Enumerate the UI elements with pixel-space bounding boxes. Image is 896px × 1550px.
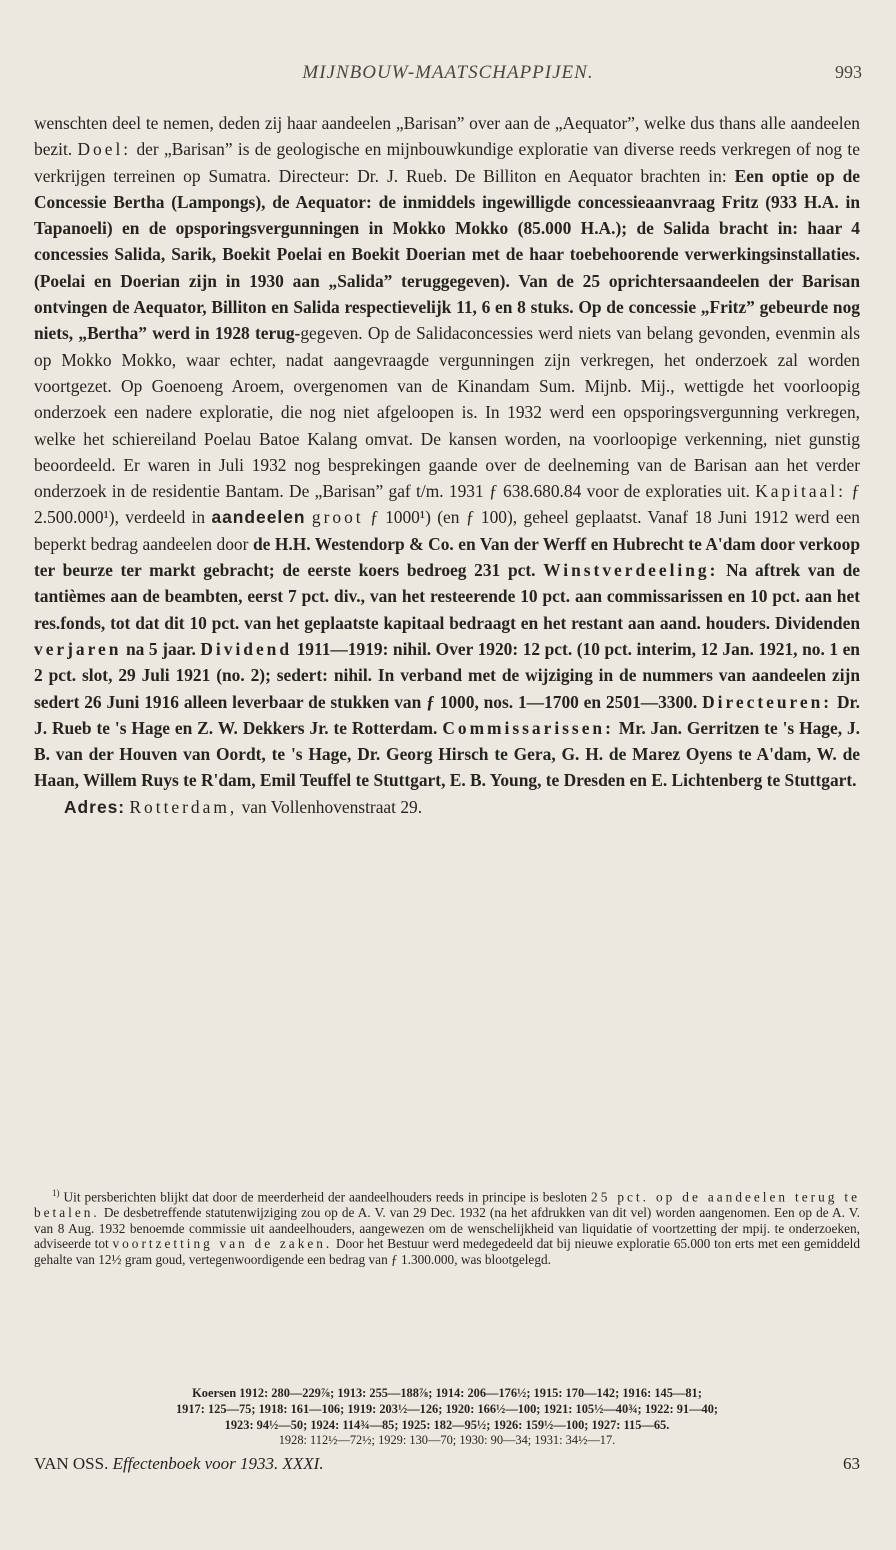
body-text-bold: 1911—1919: nihil. Over 1920: 12 pct. (10 pct. interim, 12 Jan. 1921, no. 1 en 2 pct. slot, 29 Juli 1921 (no. 2); sedert: nihil. In verband met de wijziging in de nummers van aandeelen zijn sedert 26 Juni 1916 alleen leverbaar de stukken van ƒ 1000, nos. 1—1700 en 2501—3300. (34, 638, 860, 712)
commissarissen-heading: Commissarissen: (442, 717, 614, 738)
body-text-bold: de H.H. Westendorp & Co. en Van der Werff en Hubrecht te A'dam door verkoop ter beurze ter markt gebracht; de eerste koers bedroeg 231 pct. (34, 533, 860, 581)
adres-city: Rotterdam, (129, 796, 238, 817)
kapitaal-heading: Kapitaal: (755, 481, 846, 502)
doel-heading: Doel: (77, 139, 132, 160)
footer-signature: 63 (843, 1454, 860, 1473)
price-line: 1928: 112½—72½; 1929: 130—70; 1930: 90—34; 1931: 34½—17. (278, 1433, 616, 1448)
body-text: der „Barisan” is de geologische en mijnbouwkundige exploratie van diverse reeds verkregen of nog te verkrijgen terreinen op Sumatra. Directeur: Dr. J. Rueb. De Billiton en Aequator brachten in: (34, 139, 860, 186)
footer-book-title: Effectenboek voor 1933. (112, 1454, 279, 1473)
body-text-bold: Een optie op de Concessie Bertha (Lampongs), de Aequator: de inmiddels ingewilligde concessieaanvraag Fritz (933 H.A. in Tapanoeli) en de opsporingsvergunningen in Mokko Mokko (85.000 H.A.); de Salida bracht in: haar 4 concessies Salida, Sarik, Boekit Poelai en Boekit Doerian met de haar toebehoorende verwerkingsinstallaties. (Poelai en Doerian zijn in 1930 aan „Salida” teruggegeven). Van de 25 oprichtersaandeelen der Barisan ontvingen de Aequator, Billiton en Salida respectievelijk 11, 6 en 8 stuks. Op de concessie „Fritz” gebeurde nog niets, „Bertha” werd in 1928 terug- (34, 165, 860, 344)
page-footer (34, 1454, 860, 1478)
price-line: 1917: 125—75; 1918: 161—106; 1919: 203½—126; 1920: 166½—100; 1921: 105½—40¾; 1922: 91—40; (175, 1401, 719, 1416)
verjaren-word: verjaren (34, 638, 122, 659)
winstverdeeling-heading: Winstverdeeling: (543, 560, 719, 581)
aandeelen-word: aandeelen (211, 507, 306, 528)
address-line (34, 794, 860, 820)
body-text: wenschten deel te nemen, deden zij haar aandeelen „Barisan” over aan de „Aequator”, welke dus thans alle aandeelen bezit. (34, 113, 860, 160)
footnote-spaced: 25 pct. op de aandeelen terug te betalen. (34, 1189, 860, 1221)
footnote-body: Uit persberichten blijkt dat door de meerderheid der aandeelhouders reeds in principe is besloten (63, 1189, 588, 1205)
body-text: gegeven. Op de Salidaconcessies werd niets van belang gevonden, evenmin als op Mokko Mokko, waar echter, nadat aangevraagde vergunningen zijn verkregen, het onderzoek zal worden voortgezet. Op Goenoeng Aroem, overgenomen van de Kinandam Sum. Mijnb. Mij., wettigde het voorloopig onderzoek een nadere exploratie, die nog niet afgeloopen is. In 1932 werd een opsporingsvergunning verkregen, welke het schiereiland Poelau Batoe Kalang omvat. De kansen worden, na voorloopige verkenning, niet gunstig beoordeeld. Er waren in Juli 1932 nog besprekingen gaande over de deelneming van de Barisan aan het verder onderzoek in de residentie Bantam. De „Barisan” gaf t/m. 1931 ƒ 638.680.84 voor de exploraties uit. (34, 323, 861, 502)
footnote-marker: 1) (52, 1188, 60, 1198)
dividend-heading: Dividend (200, 638, 293, 659)
adres-heading: Adres: (64, 796, 126, 817)
body-text-bold: Mr. Jan. Gerritzen te 's Hage, J. B. van der Houven van Oordt, te 's Hage, Dr. Georg Hirsch te Gera, G. H. de Marez Oyens te A'dam, W. de Haan, Willem Ruys te R'dam, Emil Teuffel te Stuttgart, E. B. Young, te Dresden en E. Lichtenberg te Stuttgart. (34, 717, 860, 791)
footnote-body: Door het Bestuur werd medegedeeld dat bij nieuwe exploratie 65.000 ton erts met een gemiddeld gehalte van 12½ gram goud, vertegenwoordigende een bedrag van ƒ 1.300.000, was blootgelegd. (34, 1236, 861, 1267)
footer-citation (34, 1454, 324, 1474)
price-line: Koersen 1912: 280—229⅞; 1913: 255—188⅞; 1914: 206—176½; 1915: 170—142; 1916: 145—81; (192, 1386, 702, 1400)
main-text (34, 110, 860, 820)
footnote-body: De desbetreffende statutenwijziging zou op de A. V. van 29 Dec. 1932 (na het afdrukken van dit vel) worden aangenomen. Een op de A. V. van 8 Aug. 1932 benoemde commissie uit aandeelhouders, aangewezen om de wenschelijkheid van liquidatie of voortzetting der mpij. te onderzoeken, adviseerde tot (34, 1205, 861, 1252)
running-head (0, 62, 896, 90)
adres-street: van Vollenhovenstraat 29. (241, 796, 423, 817)
groot-word: groot (311, 507, 364, 528)
paragraph (34, 110, 860, 794)
footer-volume: XXXI. (282, 1454, 324, 1473)
price-line: 1923: 94½—50; 1924: 114¾—85; 1925: 182—95½; 1926: 159½—100; 1927: 115—65. (224, 1417, 670, 1432)
body-text-bold: Na aftrek van de tantièmes aan de beambten, eerst 7 pct. div., van het resteerende 10 pct. aan commissarissen en 10 pct. aan het res.fonds, tot dat dit 10 pct. van het geplaatste kapitaal bedraagt en het restant aan aand. houders. Dividenden (34, 560, 860, 633)
price-history (34, 1386, 860, 1449)
body-text-bold: na 5 jaar. (125, 638, 196, 659)
running-title: MIJNBOUW-MAATSCHAPPIJEN. (302, 62, 594, 83)
footer-publisher: VAN OSS. (34, 1454, 109, 1473)
footnote (34, 1186, 860, 1267)
directeuren-heading: Directeuren: (702, 691, 833, 712)
body-text-bold: Dr. J. Rueb te 's Hage en Z. W. Dekkers Jr. te Rotterdam. (34, 691, 860, 738)
page-number: 993 (835, 62, 862, 82)
footnote-text (34, 1186, 860, 1267)
body-text: ƒ 1000¹) (en ƒ 100), geheel geplaatst. Vanaf 18 Juni 1912 werd een beperkt bedrag aandeelen door (34, 507, 860, 554)
body-text: ƒ 2.500.000¹), verdeeld in (34, 481, 860, 528)
footnote-spaced: voortzetting van de zaken. (112, 1236, 333, 1252)
